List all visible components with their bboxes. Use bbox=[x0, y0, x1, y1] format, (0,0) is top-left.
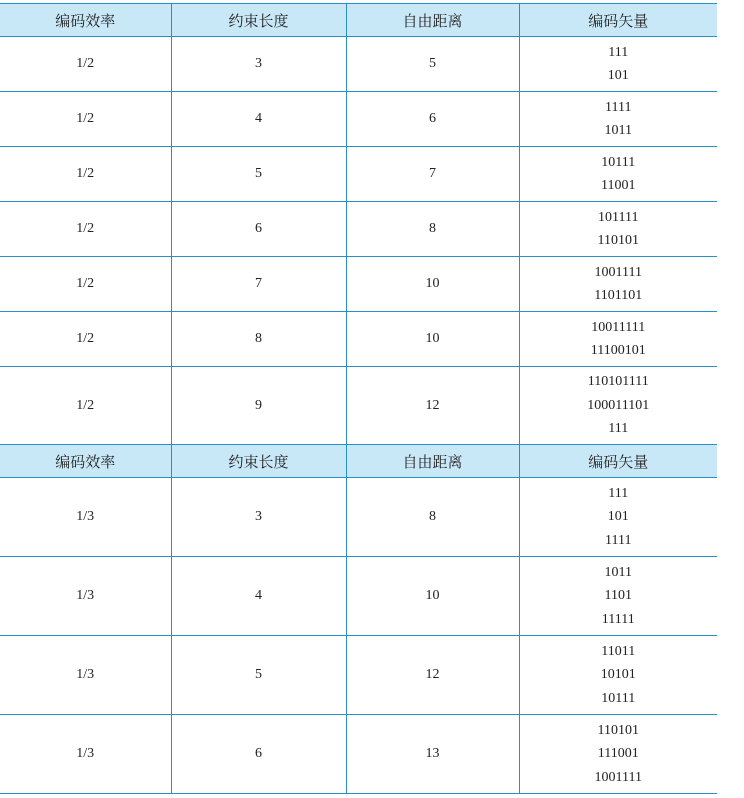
table-row bbox=[0, 478, 717, 557]
vector-cell bbox=[519, 312, 717, 367]
distance-cell: 5 bbox=[346, 37, 519, 92]
distance-cell: 10 bbox=[346, 557, 519, 636]
vector: 110101111 bbox=[587, 374, 649, 390]
rate-cell: 1/3 bbox=[0, 715, 171, 794]
vector: 1111 bbox=[605, 99, 632, 115]
constraint-cell: 6 bbox=[171, 202, 346, 257]
constraint-cell: 5 bbox=[171, 147, 346, 202]
table-row bbox=[0, 37, 717, 92]
table-row bbox=[0, 257, 717, 312]
header-free-distance: 自由距离 bbox=[346, 445, 519, 478]
table-row bbox=[0, 312, 717, 367]
vector: 101 bbox=[607, 68, 629, 83]
vector: 1001111 bbox=[594, 264, 642, 280]
vector-cell bbox=[519, 367, 717, 445]
constraint-cell: 6 bbox=[171, 715, 346, 794]
vector: 1011 bbox=[604, 123, 632, 138]
distance-cell: 7 bbox=[346, 147, 519, 202]
rate-cell: 1/3 bbox=[0, 557, 171, 636]
vector: 111001 bbox=[597, 746, 639, 762]
vector-cell bbox=[519, 257, 717, 312]
distance-cell: 10 bbox=[346, 257, 519, 312]
constraint-cell: 7 bbox=[171, 257, 346, 312]
distance-cell: 12 bbox=[346, 367, 519, 445]
vector: 10111 bbox=[601, 154, 636, 170]
vector: 110101 bbox=[597, 722, 639, 738]
vector: 111 bbox=[608, 485, 629, 501]
rate-cell: 1/2 bbox=[0, 37, 171, 92]
rate-cell: 1/2 bbox=[0, 257, 171, 312]
constraint-cell: 5 bbox=[171, 636, 346, 715]
vector-cell bbox=[519, 636, 717, 715]
distance-cell: 13 bbox=[346, 715, 519, 794]
vector: 1011 bbox=[604, 564, 632, 580]
table-row bbox=[0, 367, 717, 445]
constraint-cell: 3 bbox=[171, 478, 346, 557]
table-row bbox=[0, 557, 717, 636]
constraint-cell: 8 bbox=[171, 312, 346, 367]
table-row bbox=[0, 92, 717, 147]
vector: 10111 bbox=[601, 690, 636, 706]
vector: 11001 bbox=[601, 178, 636, 193]
constraint-cell: 4 bbox=[171, 557, 346, 636]
vector-cell bbox=[519, 202, 717, 257]
rate-cell: 1/2 bbox=[0, 202, 171, 257]
distance-cell: 12 bbox=[346, 636, 519, 715]
vector: 111 bbox=[608, 44, 629, 60]
distance-cell: 8 bbox=[346, 478, 519, 557]
header-vectors: 编码矢量 bbox=[519, 445, 717, 478]
table-row bbox=[0, 636, 717, 715]
vector: 101 bbox=[607, 509, 629, 525]
vector: 101111 bbox=[598, 209, 639, 225]
vector: 111 bbox=[608, 421, 629, 437]
constraint-cell: 3 bbox=[171, 37, 346, 92]
vector: 1101101 bbox=[594, 288, 643, 303]
header-constraint-length: 约束长度 bbox=[171, 445, 346, 478]
vector-cell bbox=[519, 715, 717, 794]
vector-cell bbox=[519, 92, 717, 147]
vector-cell bbox=[519, 478, 717, 557]
distance-cell: 8 bbox=[346, 202, 519, 257]
table-row bbox=[0, 147, 717, 202]
vector: 10011111 bbox=[591, 319, 646, 335]
table-row bbox=[0, 715, 717, 794]
header-rate: 编码效率 bbox=[0, 4, 171, 37]
rate-cell: 1/3 bbox=[0, 636, 171, 715]
vector: 11011 bbox=[601, 643, 636, 659]
header-row bbox=[0, 445, 717, 478]
rate-cell: 1/2 bbox=[0, 147, 171, 202]
constraint-cell: 4 bbox=[171, 92, 346, 147]
distance-cell: 6 bbox=[346, 92, 519, 147]
vector-cell bbox=[519, 37, 717, 92]
vector: 110101 bbox=[597, 233, 639, 248]
distance-cell: 10 bbox=[346, 312, 519, 367]
rate-cell: 1/2 bbox=[0, 367, 171, 445]
rate-cell: 1/3 bbox=[0, 478, 171, 557]
vector: 11100101 bbox=[590, 343, 646, 358]
rate-cell: 1/2 bbox=[0, 312, 171, 367]
code-table bbox=[0, 3, 717, 794]
rate-cell: 1/2 bbox=[0, 92, 171, 147]
header-rate: 编码效率 bbox=[0, 445, 171, 478]
header-free-distance: 自由距离 bbox=[346, 4, 519, 37]
constraint-cell: 9 bbox=[171, 367, 346, 445]
header-vectors: 编码矢量 bbox=[519, 4, 717, 37]
header-row bbox=[0, 4, 717, 37]
vector: 100011101 bbox=[587, 397, 650, 413]
table-row bbox=[0, 202, 717, 257]
vector: 10101 bbox=[600, 667, 636, 683]
vector: 1101 bbox=[604, 588, 632, 604]
vector: 11111 bbox=[601, 611, 635, 627]
vector-cell bbox=[519, 557, 717, 636]
vector: 1001111 bbox=[594, 769, 642, 785]
vector-cell bbox=[519, 147, 717, 202]
vector: 1111 bbox=[605, 532, 632, 548]
header-constraint-length: 约束长度 bbox=[171, 4, 346, 37]
